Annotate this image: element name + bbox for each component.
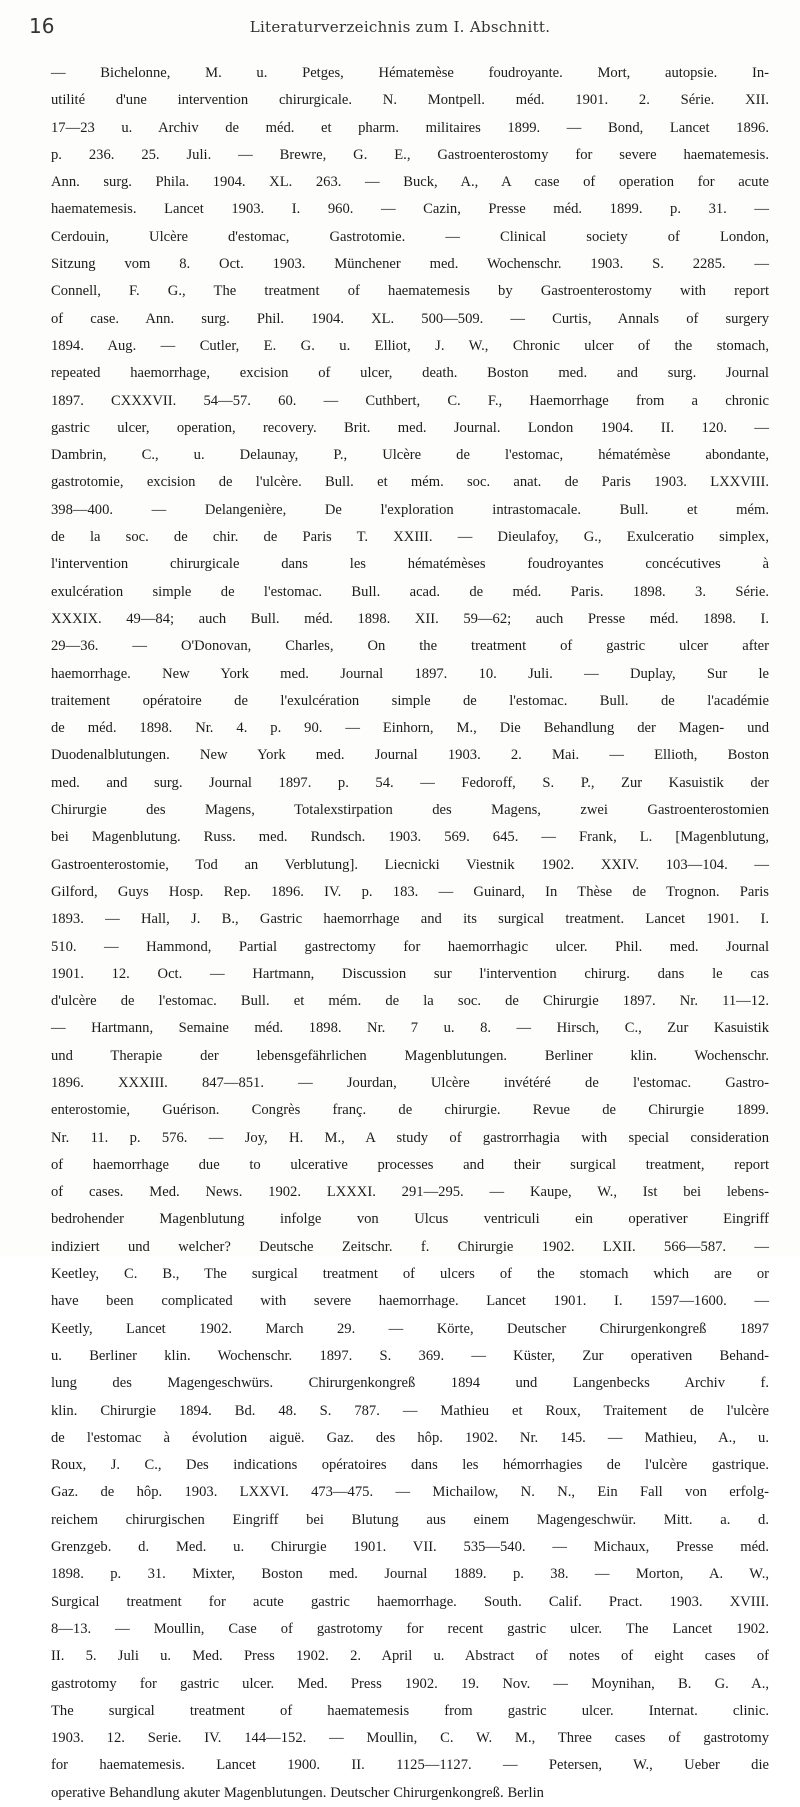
bibliography-line: Cerdouin, Ulcère d'estomac, Gastrotomie. — Clinical society of London, (51, 228, 769, 245)
bibliography-line: 8—13. — Moullin, Case of gastrotomy for recent gastric ulcer. The Lancet 1902. (51, 1620, 769, 1637)
bibliography-line: 510. — Hammond, Partial gastrectomy for haemorrhagic ulcer. Phil. med. Journal (51, 938, 769, 955)
bibliography-line: of haemorrhage due to ulcerative processes and their surgical treatment, report (51, 1156, 769, 1173)
bibliography-text (51, 60, 769, 1801)
bibliography-line: 17—23 u. Archiv de méd. et pharm. militaires 1899. — Bond, Lancet 1896. (51, 119, 769, 136)
bibliography-line: operative Behandlung akuter Magenblutungen. Deutscher Chirurgenkongreß. Berlin (51, 1784, 544, 1801)
bibliography-line: Connell, F. G., The treatment of haematemesis by Gastroenterostomy with report (51, 283, 769, 300)
bibliography-line: 1897. CXXXVII. 54—57. 60. — Cuthbert, C. F., Haemorrhage from a chronic (51, 392, 769, 409)
page-number: 16 (29, 14, 55, 38)
bibliography-line: II. 5. Juli u. Med. Press 1902. 2. April u. Abstract of notes of eight cases of (51, 1648, 769, 1665)
bibliography-line: 1894. Aug. — Cutler, E. G. u. Elliot, J. W., Chronic ulcer of the stomach, (51, 337, 769, 354)
bibliography-line: enterostomie, Guérison. Congrès franç. de chirurgie. Revue de Chirurgie 1899. (51, 1102, 769, 1119)
bibliography-line: gastric ulcer, operation, recovery. Brit. med. Journal. London 1904. II. 120. — (51, 419, 769, 436)
bibliography-line: gastrotomie, excision de l'ulcère. Bull. et mém. soc. anat. de Paris 1903. LXXVIII. (51, 474, 769, 491)
bibliography-line: have been complicated with severe haemorrhage. Lancet 1901. I. 1597—1600. — (51, 1293, 769, 1310)
bibliography-line: Grenzgeb. d. Med. u. Chirurgie 1901. VII. 535—540. — Michaux, Presse méd. (51, 1539, 769, 1556)
bibliography-line: Keetly, Lancet 1902. March 29. — Körte, Deutscher Chirurgenkongreß 1897 (51, 1320, 769, 1337)
bibliography-line: exulcération simple de l'estomac. Bull. acad. de méd. Paris. 1898. 3. Série. (51, 583, 769, 600)
bibliography-line: indiziert und welcher? Deutsche Zeitschr. f. Chirurgie 1902. LXII. 566—587. — (51, 1238, 769, 1255)
bibliography-line: Gilford, Guys Hosp. Rep. 1896. IV. p. 183. — Guinard, In Thèse de Trognon. Paris (51, 883, 769, 900)
bibliography-line: traitement opératoire de l'exulcération simple de l'estomac. Bull. de l'académie (51, 692, 769, 709)
bibliography-line: Surgical treatment for acute gastric haemorrhage. South. Calif. Pract. 1903. XVIII. (51, 1593, 769, 1610)
bibliography-line: de méd. 1898. Nr. 4. p. 90. — Einhorn, M., Die Behandlung der Magen- und (51, 720, 769, 737)
bibliography-line: Ann. surg. Phila. 1904. XL. 263. — Buck, A., A case of operation for acute (51, 174, 769, 191)
bibliography-line: Nr. 11. p. 576. — Joy, H. M., A study of gastrorrhagia with special consideration (51, 1129, 769, 1146)
bibliography-line: bedrohender Magenblutung infolge von Ulcus ventriculi ein operativer Eingriff (51, 1211, 769, 1228)
bibliography-line: for haematemesis. Lancet 1900. II. 1125—1127. — Petersen, W., Ueber die (51, 1757, 769, 1774)
bibliography-line: 398—400. — Delangenière, De l'exploration intrastomacale. Bull. et mém. (51, 501, 769, 518)
bibliography-line: The surgical treatment of haematemesis from gastric ulcer. Internat. clinic. (51, 1702, 769, 1719)
bibliography-line: Chirurgie des Magens, Totalexstirpation des Magens, zwei Gastroenterostomien (51, 802, 769, 819)
bibliography-line: Roux, J. C., Des indications opératoires dans les hémorrhagies de l'ulcère gastrique. (51, 1457, 769, 1474)
bibliography-line: Dambrin, C., u. Delaunay, P., Ulcère de l'estomac, hématémèse abondante, (51, 447, 769, 464)
bibliography-line: lung des Magengeschwürs. Chirurgenkongreß 1894 und Langenbecks Archiv f. (51, 1375, 769, 1392)
bibliography-line: bei Magenblutung. Russ. med. Rundsch. 1903. 569. 645. — Frank, L. [Magenblutung, (51, 829, 769, 846)
bibliography-line: 1903. 12. Serie. IV. 144—152. — Moullin, C. W. M., Three cases of gastrotomy (51, 1730, 769, 1747)
bibliography-line: of case. Ann. surg. Phil. 1904. XL. 500—509. — Curtis, Annals of surgery (51, 310, 769, 327)
bibliography-line: XXXIX. 49—84; auch Bull. méd. 1898. XII. 59—62; auch Presse méd. 1898. I. (51, 610, 769, 627)
bibliography-line: Keetley, C. B., The surgical treatment of ulcers of the stomach which are or (51, 1266, 769, 1283)
bibliography-line: 1893. — Hall, J. B., Gastric haemorrhage and its surgical treatment. Lancet 1901. I. (51, 911, 769, 928)
bibliography-line: Duodenalblutungen. New York med. Journal 1903. 2. Mai. — Ellioth, Boston (51, 747, 769, 764)
bibliography-line: haematemesis. Lancet 1903. I. 960. — Cazin, Presse méd. 1899. p. 31. — (51, 201, 769, 218)
running-title: Literaturverzeichnis zum I. Abschnitt. (249, 18, 551, 36)
bibliography-line: gastrotomy for gastric ulcer. Med. Press 1902. 19. Nov. — Moynihan, B. G. A., (51, 1675, 769, 1692)
bibliography-line: utilité d'une intervention chirurgicale. N. Montpell. méd. 1901. 2. Série. XII. (51, 92, 769, 109)
bibliography-line: — Bichelonne, M. u. Petges, Hématemèse foudroyante. Mort, autopsie. In- (51, 65, 769, 81)
bibliography-line: u. Berliner klin. Wochenschr. 1897. S. 369. — Küster, Zur operativen Behand- (51, 1347, 769, 1364)
bibliography-line: l'intervention chirurgicale dans les hématémèses foudroyantes concécutives à (51, 556, 769, 573)
bibliography-line: Gastroenterostomie, Tod an Verblutung]. Liecnicki Viestnik 1902. XXIV. 103—104. — (51, 856, 769, 873)
bibliography-line: de la soc. de chir. de Paris T. XXIII. — Dieulafoy, G., Exulceratio simplex, (51, 529, 769, 546)
bibliography-line: of cases. Med. News. 1902. LXXXI. 291—295. — Kaupe, W., Ist bei lebens- (51, 1184, 769, 1201)
bibliography-line: klin. Chirurgie 1894. Bd. 48. S. 787. — Mathieu et Roux, Traitement de l'ulcère (51, 1402, 769, 1419)
page-header (0, 14, 800, 38)
bibliography-line: reichem chirurgischen Eingriff bei Blutung aus einem Magengeschwür. Mitt. a. d. (51, 1511, 769, 1528)
bibliography-line: — Hartmann, Semaine méd. 1898. Nr. 7 u. 8. — Hirsch, C., Zur Kasuistik (51, 1020, 769, 1037)
bibliography-line: 1896. XXXIII. 847—851. — Jourdan, Ulcère invétéré de l'estomac. Gastro- (51, 1074, 769, 1091)
bibliography-line: repeated haemorrhage, excision of ulcer, death. Boston med. and surg. Journal (51, 365, 769, 382)
bibliography-line: p. 236. 25. Juli. — Brewre, G. E., Gastroenterostomy for severe haematemesis. (51, 146, 769, 163)
bibliography-line: und Therapie der lebensgefährlichen Magenblutungen. Berliner klin. Wochenschr. (51, 1047, 769, 1064)
bibliography-line: 1901. 12. Oct. — Hartmann, Discussion sur l'intervention chirurg. dans le cas (51, 965, 769, 982)
bibliography-line: haemorrhage. New York med. Journal 1897. 10. Juli. — Duplay, Sur le (51, 665, 769, 682)
bibliography-line: med. and surg. Journal 1897. p. 54. — Fedoroff, S. P., Zur Kasuistik der (51, 774, 769, 791)
bibliography-line: 1898. p. 31. Mixter, Boston med. Journal 1889. p. 38. — Morton, A. W., (51, 1566, 769, 1583)
bibliography-line: d'ulcère de l'estomac. Bull. et mém. de la soc. de Chirurgie 1897. Nr. 11—12. (51, 993, 769, 1010)
bibliography-line: de l'estomac à évolution aiguë. Gaz. des hôp. 1902. Nr. 145. — Mathieu, A., u. (51, 1429, 769, 1446)
bibliography-line: Sitzung vom 8. Oct. 1903. Münchener med. Wochenschr. 1903. S. 2285. — (51, 256, 769, 273)
bibliography-line: Gaz. de hôp. 1903. LXXVI. 473—475. — Michailow, N. N., Ein Fall von erfolg- (51, 1484, 769, 1501)
bibliography-line: 29—36. — O'Donovan, Charles, On the treatment of gastric ulcer after (51, 638, 769, 655)
